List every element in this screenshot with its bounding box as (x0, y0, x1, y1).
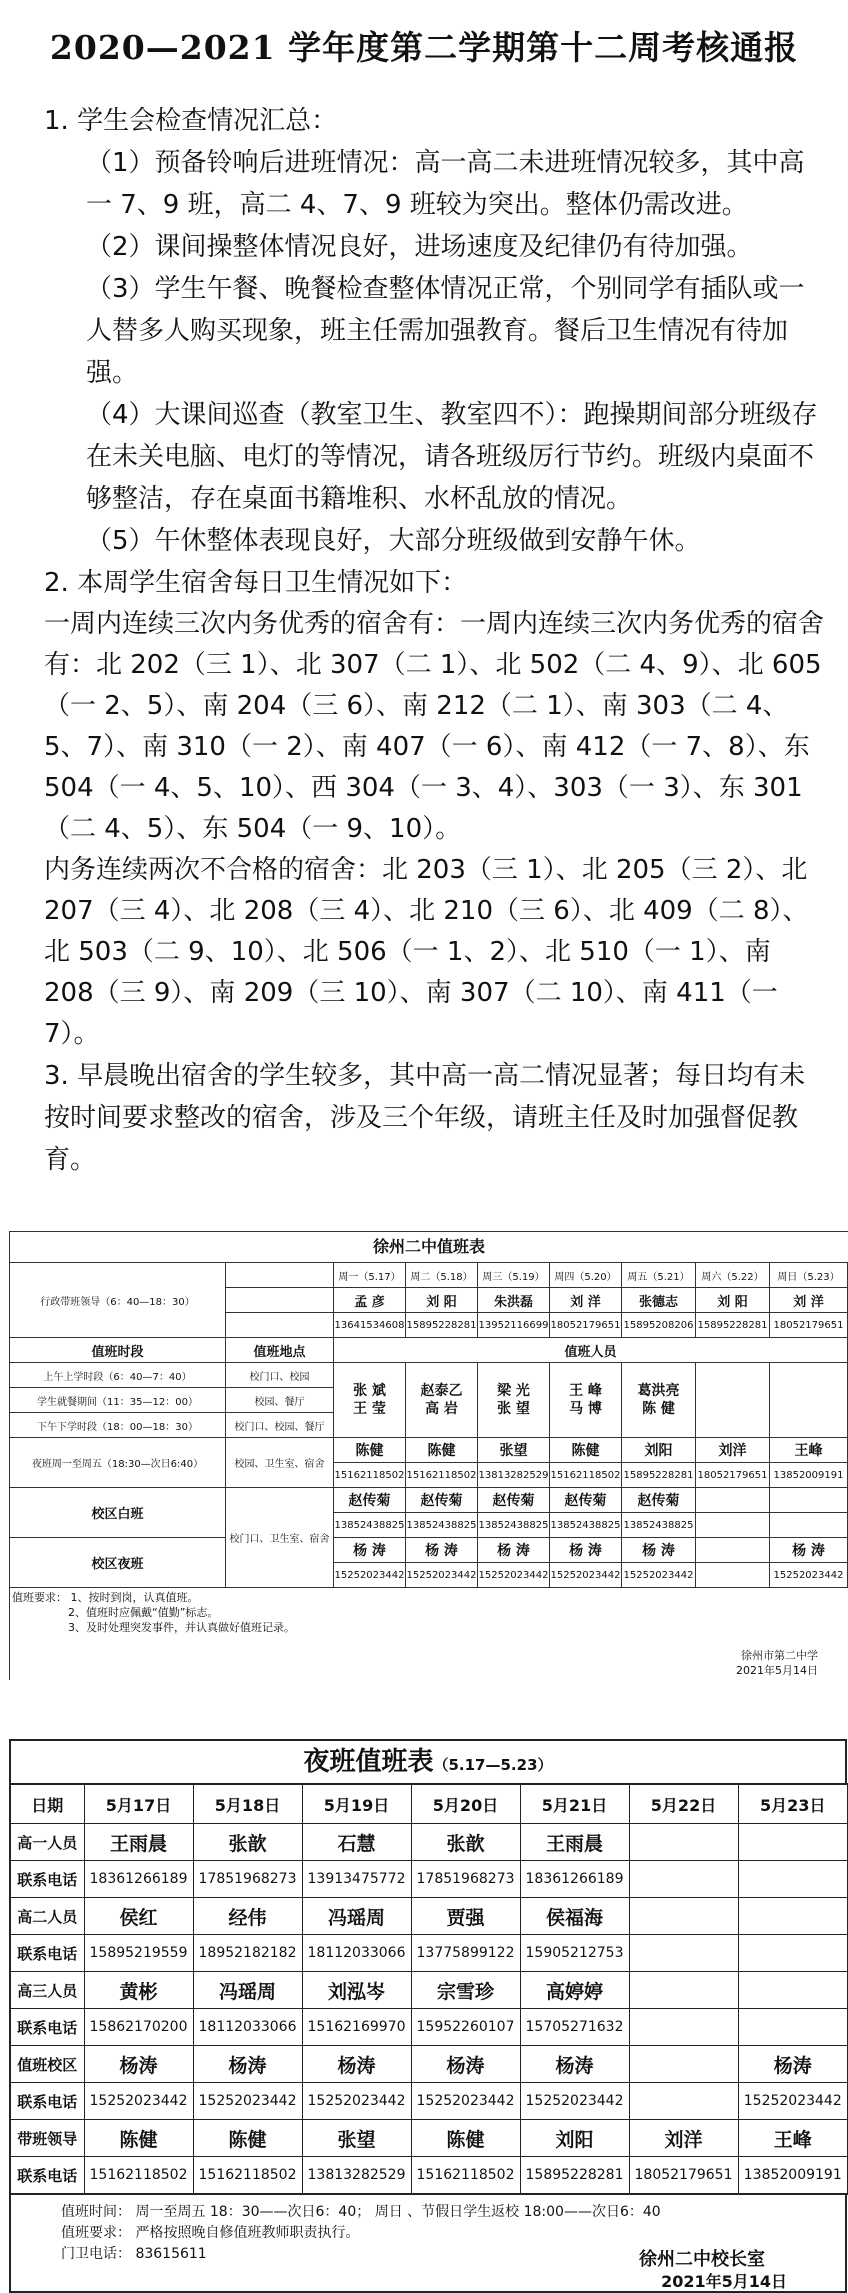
campus-night-phone: 15252023442 (770, 1563, 848, 1588)
date-header: 5月18日 (193, 1784, 302, 1824)
staff-name: 刘泓岑 (302, 1972, 411, 2009)
phone-number: 15252023442 (520, 2083, 629, 2120)
phone-number: 18361266189 (84, 1861, 193, 1898)
phone-number: 17851968273 (193, 1861, 302, 1898)
staff-name: 冯瑶周 (193, 1972, 302, 2009)
leader-phone: 18052179651 (550, 1313, 622, 1338)
duty-signature-org: 徐州市第二中学 (741, 1649, 818, 1662)
night-name: 王峰 (770, 1438, 848, 1463)
staff-cell (334, 1363, 406, 1438)
day-header: 周四（5.20） (550, 1263, 622, 1288)
date-header: 5月19日 (302, 1784, 411, 1824)
phone-number: 15162118502 (193, 2157, 302, 2195)
row-label: 高二人员 (10, 1898, 84, 1935)
night-schedule (9, 1739, 847, 2293)
staff-name: 张歆 (411, 1824, 520, 1861)
campus-day-name: 赵传菊 (550, 1488, 622, 1513)
blank-cell (226, 1313, 334, 1338)
section-2-excellent: 一周内连续三次内务优秀的宿舍有：一周内连续三次内务优秀的宿舍有：北 202（三 1）、北 307（二 1）、北 502（二 4、9）、北 605（一 2、5）、南 204（三 6）、南 212（二 1）、南 303（二 4、5、7）、南 310（一 2）、南 407（一 6）、南 412（一 7、8）、东 504（一 4、5、10）、西 304（一 3、4）、303（一 3）、东 301（二 4、5）、东 504（一 9、10）。 (44, 609, 825, 844)
night-name: 陈健 (406, 1438, 478, 1463)
phone-number: 15162118502 (84, 2157, 193, 2195)
phone-number (629, 1861, 738, 1898)
row-label: 联系电话 (10, 1935, 84, 1972)
section-2-failed: 内务连续两次不合格的宿舍：北 203（三 1）、北 205（三 2）、北 207（三 4）、北 208（三 4）、北 210（三 6）、北 409（二 8）、北 503（二 9、10）、北 506（一 1、2）、北 510（一 1）、南 208（三 9）、南 209（三 10）、南 307（二 10）、南 411（一 7）。 (44, 855, 809, 1049)
section-1-item-4: （4）大课间巡查（教室卫生、教室四不）：跑操期间部分班级存在未关电脑、电灯的等情况，请各班级厉行节约。班级内桌面不够整洁，存在桌面书籍堆积、水杯乱放的情况。 (86, 400, 818, 514)
staff-name: 贾强 (411, 1898, 520, 1935)
blank-cell (226, 1263, 334, 1288)
phone-number: 18361266189 (520, 1861, 629, 1898)
time-slot: 学生就餐期间（11：35—12：00） (10, 1388, 226, 1413)
staff-name: 王 峰 (569, 1383, 602, 1399)
campus-night-phone: 15252023442 (622, 1563, 696, 1588)
row-label: 高三人员 (10, 1972, 84, 2009)
staff-name: 杨涛 (520, 2046, 629, 2083)
duty-req-3: 3、及时处理突发事件，并认真做好值班记录。 (68, 1621, 295, 1634)
leader-label: 行政带班领导（6：40—18：30） (10, 1263, 226, 1338)
staff-name: 黄彬 (84, 1972, 193, 2009)
staff-name: 陈 健 (642, 1401, 675, 1417)
staff-name: 刘阳 (520, 2120, 629, 2157)
phone-number: 15252023442 (84, 2083, 193, 2120)
campus-day-phone: 13852438825 (334, 1513, 406, 1538)
row-label: 值班校区 (10, 2046, 84, 2083)
col-staff-header: 值班人员 (334, 1338, 848, 1363)
staff-name: 王雨晨 (84, 1824, 193, 1861)
campus-night-phone: 15252023442 (334, 1563, 406, 1588)
phone-number: 15952260107 (411, 2009, 520, 2046)
staff-name: 赵泰乙 (420, 1383, 463, 1399)
staff-cell (406, 1363, 478, 1438)
campus-day-phone: 13852438825 (550, 1513, 622, 1538)
staff-name: 陈健 (84, 2120, 193, 2157)
campus-day-label: 校区白班 (10, 1488, 226, 1538)
phone-number: 13775899122 (411, 1935, 520, 1972)
day-header: 周五（5.21） (622, 1263, 696, 1288)
leader-name: 刘 洋 (550, 1288, 622, 1313)
phone-number: 15162169970 (302, 2009, 411, 2046)
night-signature-org: 徐州二中校长室 (639, 2249, 765, 2270)
staff-name: 杨涛 (738, 2046, 848, 2083)
staff-name: 石慧 (302, 1824, 411, 1861)
time-slot: 上午上学时段（6：40—7：40） (10, 1363, 226, 1388)
staff-name (629, 1972, 738, 2009)
phone-number: 18112033066 (302, 1935, 411, 1972)
phone-number (738, 2009, 848, 2046)
date-header: 5月17日 (84, 1784, 193, 1824)
blank-cell (770, 1488, 848, 1513)
night-label: 夜班周一至周五（18:30—次日6:40） (10, 1438, 226, 1488)
campus-night-name: 杨 涛 (334, 1538, 406, 1563)
row-label: 联系电话 (10, 2009, 84, 2046)
night-name: 张望 (478, 1438, 550, 1463)
date-col-header: 日期 (10, 1784, 84, 1824)
report-body (44, 100, 824, 1181)
leader-phone: 15895228281 (406, 1313, 478, 1338)
duty-signature-date: 2021年5月14日 (736, 1664, 818, 1677)
staff-cell (478, 1363, 550, 1438)
date-header: 5月23日 (738, 1784, 848, 1824)
leader-phone: 18052179651 (770, 1313, 848, 1338)
staff-name: 杨涛 (302, 2046, 411, 2083)
staff-cell (622, 1363, 696, 1438)
staff-name: 刘洋 (629, 2120, 738, 2157)
campus-night-name: 杨 涛 (770, 1538, 848, 1563)
staff-name: 张歆 (193, 1824, 302, 1861)
night-place: 校园、卫生室、宿舍 (226, 1438, 334, 1488)
staff-name: 侯福海 (520, 1898, 629, 1935)
night-duty-time: 值班时间： 周一至周五 18：30——次日6：40； 周日 、节假日学生返校 18:00——次日6：40 (61, 2204, 661, 2220)
phone-number: 15895228281 (520, 2157, 629, 2195)
leader-phone: 15895208206 (622, 1313, 696, 1338)
duty-schedule (9, 1231, 848, 1680)
leader-phone: 15895228281 (696, 1313, 770, 1338)
duty-table (9, 1262, 848, 1588)
phone-number (738, 1861, 848, 1898)
day-header: 周二（5.18） (406, 1263, 478, 1288)
leader-name: 孟 彦 (334, 1288, 406, 1313)
row-label: 高一人员 (10, 1824, 84, 1861)
campus-night-phone: 15252023442 (550, 1563, 622, 1588)
phone-number: 15162118502 (411, 2157, 520, 2195)
campus-night-phone: 15252023442 (406, 1563, 478, 1588)
staff-name: 杨涛 (84, 2046, 193, 2083)
blank-cell (770, 1363, 848, 1438)
phone-number: 15252023442 (193, 2083, 302, 2120)
phone-number: 18952182182 (193, 1935, 302, 1972)
staff-name (738, 1824, 848, 1861)
section-1-heading: 1. 学生会检查情况汇总： (44, 106, 338, 136)
night-duty-requirement: 值班要求： 严格按照晚自修值班教师职责执行。 (61, 2225, 360, 2241)
staff-name: 梁 光 (497, 1383, 530, 1399)
row-label: 带班领导 (10, 2120, 84, 2157)
staff-name: 葛洪亮 (637, 1383, 680, 1399)
night-name: 刘洋 (696, 1438, 770, 1463)
night-phone: 15162118502 (406, 1463, 478, 1488)
campus-night-phone: 15252023442 (478, 1563, 550, 1588)
blank-cell (770, 1513, 848, 1538)
staff-name: 张 望 (497, 1401, 530, 1417)
leader-name: 朱洪磊 (478, 1288, 550, 1313)
night-name: 陈健 (334, 1438, 406, 1463)
phone-number: 15252023442 (302, 2083, 411, 2120)
campus-night-name: 杨 涛 (406, 1538, 478, 1563)
staff-name: 高 岩 (425, 1401, 458, 1417)
duty-req-1: 值班要求： 1、按时到岗，认真值班。 (12, 1591, 199, 1604)
night-table-caption (9, 1739, 847, 1783)
staff-name: 张望 (302, 2120, 411, 2157)
row-label: 联系电话 (10, 2083, 84, 2120)
phone-number (738, 1935, 848, 1972)
staff-name: 张 斌 (353, 1383, 386, 1399)
staff-name: 经伟 (193, 1898, 302, 1935)
phone-number: 15895219559 (84, 1935, 193, 1972)
night-name: 陈健 (550, 1438, 622, 1463)
phone-number (629, 2009, 738, 2046)
phone-number: 15905212753 (520, 1935, 629, 1972)
page-title: 2020—2021 学年度第二学期第十二周考核通报 (49, 28, 799, 67)
phone-number: 15862170200 (84, 2009, 193, 2046)
staff-name (738, 1972, 848, 2009)
campus-night-name (696, 1538, 770, 1563)
campus-day-name: 赵传菊 (622, 1488, 696, 1513)
staff-name: 陈健 (193, 2120, 302, 2157)
leader-phone: 13952116699 (478, 1313, 550, 1338)
campus-day-name: 赵传菊 (478, 1488, 550, 1513)
night-phone: 15895228281 (622, 1463, 696, 1488)
date-header: 5月22日 (629, 1784, 738, 1824)
staff-name (629, 2046, 738, 2083)
leader-phone: 13641534608 (334, 1313, 406, 1338)
phone-number: 18112033066 (193, 2009, 302, 2046)
phone-number: 13913475772 (302, 1861, 411, 1898)
duty-table-caption: 徐州二中值班表 (9, 1231, 848, 1262)
section-3: 3. 早晨晚出宿舍的学生较多，其中高一高二情况显著；每日均有未按时间要求整改的宿舍，涉及三个年级，请班主任及时加强督促教育。 (44, 1061, 806, 1175)
phone-number (629, 2083, 738, 2120)
staff-name: 王峰 (738, 2120, 848, 2157)
night-table-range: （5.17—5.23） (433, 1756, 553, 1774)
campus-night-label: 校区夜班 (10, 1538, 226, 1588)
blank-cell (696, 1363, 770, 1438)
leader-name: 刘 洋 (770, 1288, 848, 1313)
day-header: 周三（5.19） (478, 1263, 550, 1288)
time-slot: 下午下学时段（18：00—18：30） (10, 1413, 226, 1438)
phone-number: 15705271632 (520, 2009, 629, 2046)
campus-day-phone: 13852438825 (622, 1513, 696, 1538)
campus-day-phone: 13852438825 (478, 1513, 550, 1538)
section-2-heading: 2. 本周学生宿舍每日卫生情况如下： (44, 568, 468, 598)
campus-day-name: 赵传菊 (406, 1488, 478, 1513)
section-1-item-5: （5）午休整体表现良好，大部分班级做到安静午休。 (86, 526, 701, 556)
phone-number: 17851968273 (411, 1861, 520, 1898)
staff-name (738, 1898, 848, 1935)
leader-name: 张德志 (622, 1288, 696, 1313)
duty-place: 校门口、校园 (226, 1363, 334, 1388)
night-table (9, 1783, 848, 2195)
leader-name: 刘 阳 (406, 1288, 478, 1313)
night-table-title: 夜班值班表 (303, 1747, 434, 1777)
section-1-item-1: （1）预备铃响后进班情况：高一高二未进班情况较多，其中高一 7、9 班，高二 4、7、9 班较为突出。整体仍需改进。 (86, 148, 805, 220)
night-phone: 18052179651 (696, 1463, 770, 1488)
phone-number: 18052179651 (629, 2157, 738, 2195)
staff-name: 侯红 (84, 1898, 193, 1935)
night-phone: 13813282529 (478, 1463, 550, 1488)
date-header: 5月20日 (411, 1784, 520, 1824)
section-1-item-2: （2）课间操整体情况良好，进场速度及纪律仍有待加强。 (86, 232, 753, 262)
duty-place: 校园、餐厅 (226, 1388, 334, 1413)
staff-name (629, 1898, 738, 1935)
night-phone: 15162118502 (550, 1463, 622, 1488)
staff-name: 高婷婷 (520, 1972, 629, 2009)
night-name: 刘阳 (622, 1438, 696, 1463)
duty-place: 校门口、校园、餐厅 (226, 1413, 334, 1438)
staff-name: 陈健 (411, 2120, 520, 2157)
row-label: 联系电话 (10, 2157, 84, 2195)
date-header: 5月21日 (520, 1784, 629, 1824)
blank-cell (696, 1513, 770, 1538)
campus-day-name: 赵传菊 (334, 1488, 406, 1513)
day-header: 周一（5.17） (334, 1263, 406, 1288)
staff-name: 杨涛 (411, 2046, 520, 2083)
phone-number: 15252023442 (411, 2083, 520, 2120)
blank-cell (226, 1288, 334, 1313)
campus-night-name: 杨 涛 (478, 1538, 550, 1563)
night-signature-date: 2021年5月14日 (661, 2272, 787, 2291)
phone-number: 15252023442 (738, 2083, 848, 2120)
night-phone: 13852009191 (770, 1463, 848, 1488)
campus-night-name: 杨 涛 (550, 1538, 622, 1563)
staff-name: 杨涛 (193, 2046, 302, 2083)
gate-phone: 门卫电话： 83615611 (61, 2246, 207, 2262)
phone-number: 13852009191 (738, 2157, 848, 2195)
phone-number (629, 1935, 738, 1972)
col-place-header: 值班地点 (226, 1338, 334, 1363)
row-label: 联系电话 (10, 1861, 84, 1898)
night-phone: 15162118502 (334, 1463, 406, 1488)
phone-number: 13813282529 (302, 2157, 411, 2195)
day-header: 周六（5.22） (696, 1263, 770, 1288)
col-time-header: 值班时段 (10, 1338, 226, 1363)
staff-cell (550, 1363, 622, 1438)
night-table-footer (9, 2195, 847, 2293)
staff-name: 王 莹 (353, 1401, 386, 1417)
staff-name: 冯瑶周 (302, 1898, 411, 1935)
staff-name: 宗雪珍 (411, 1972, 520, 2009)
campus-night-phone (696, 1563, 770, 1588)
campus-place: 校门口、卫生室、宿舍 (226, 1488, 334, 1588)
leader-name: 刘 阳 (696, 1288, 770, 1313)
staff-name: 王雨晨 (520, 1824, 629, 1861)
staff-name: 马 博 (569, 1401, 602, 1417)
duty-table-footer (9, 1588, 848, 1680)
campus-night-name: 杨 涛 (622, 1538, 696, 1563)
campus-day-phone: 13852438825 (406, 1513, 478, 1538)
day-header: 周日（5.23） (770, 1263, 848, 1288)
section-1-item-3: （3）学生午餐、晚餐检查整体情况正常，个别同学有插队或一人替多人购买现象，班主任需加强教育。餐后卫生情况有待加强。 (86, 274, 805, 388)
blank-cell (696, 1488, 770, 1513)
staff-name (629, 1824, 738, 1861)
duty-req-2: 2、值班时应佩戴“值勤”标志。 (68, 1606, 219, 1619)
